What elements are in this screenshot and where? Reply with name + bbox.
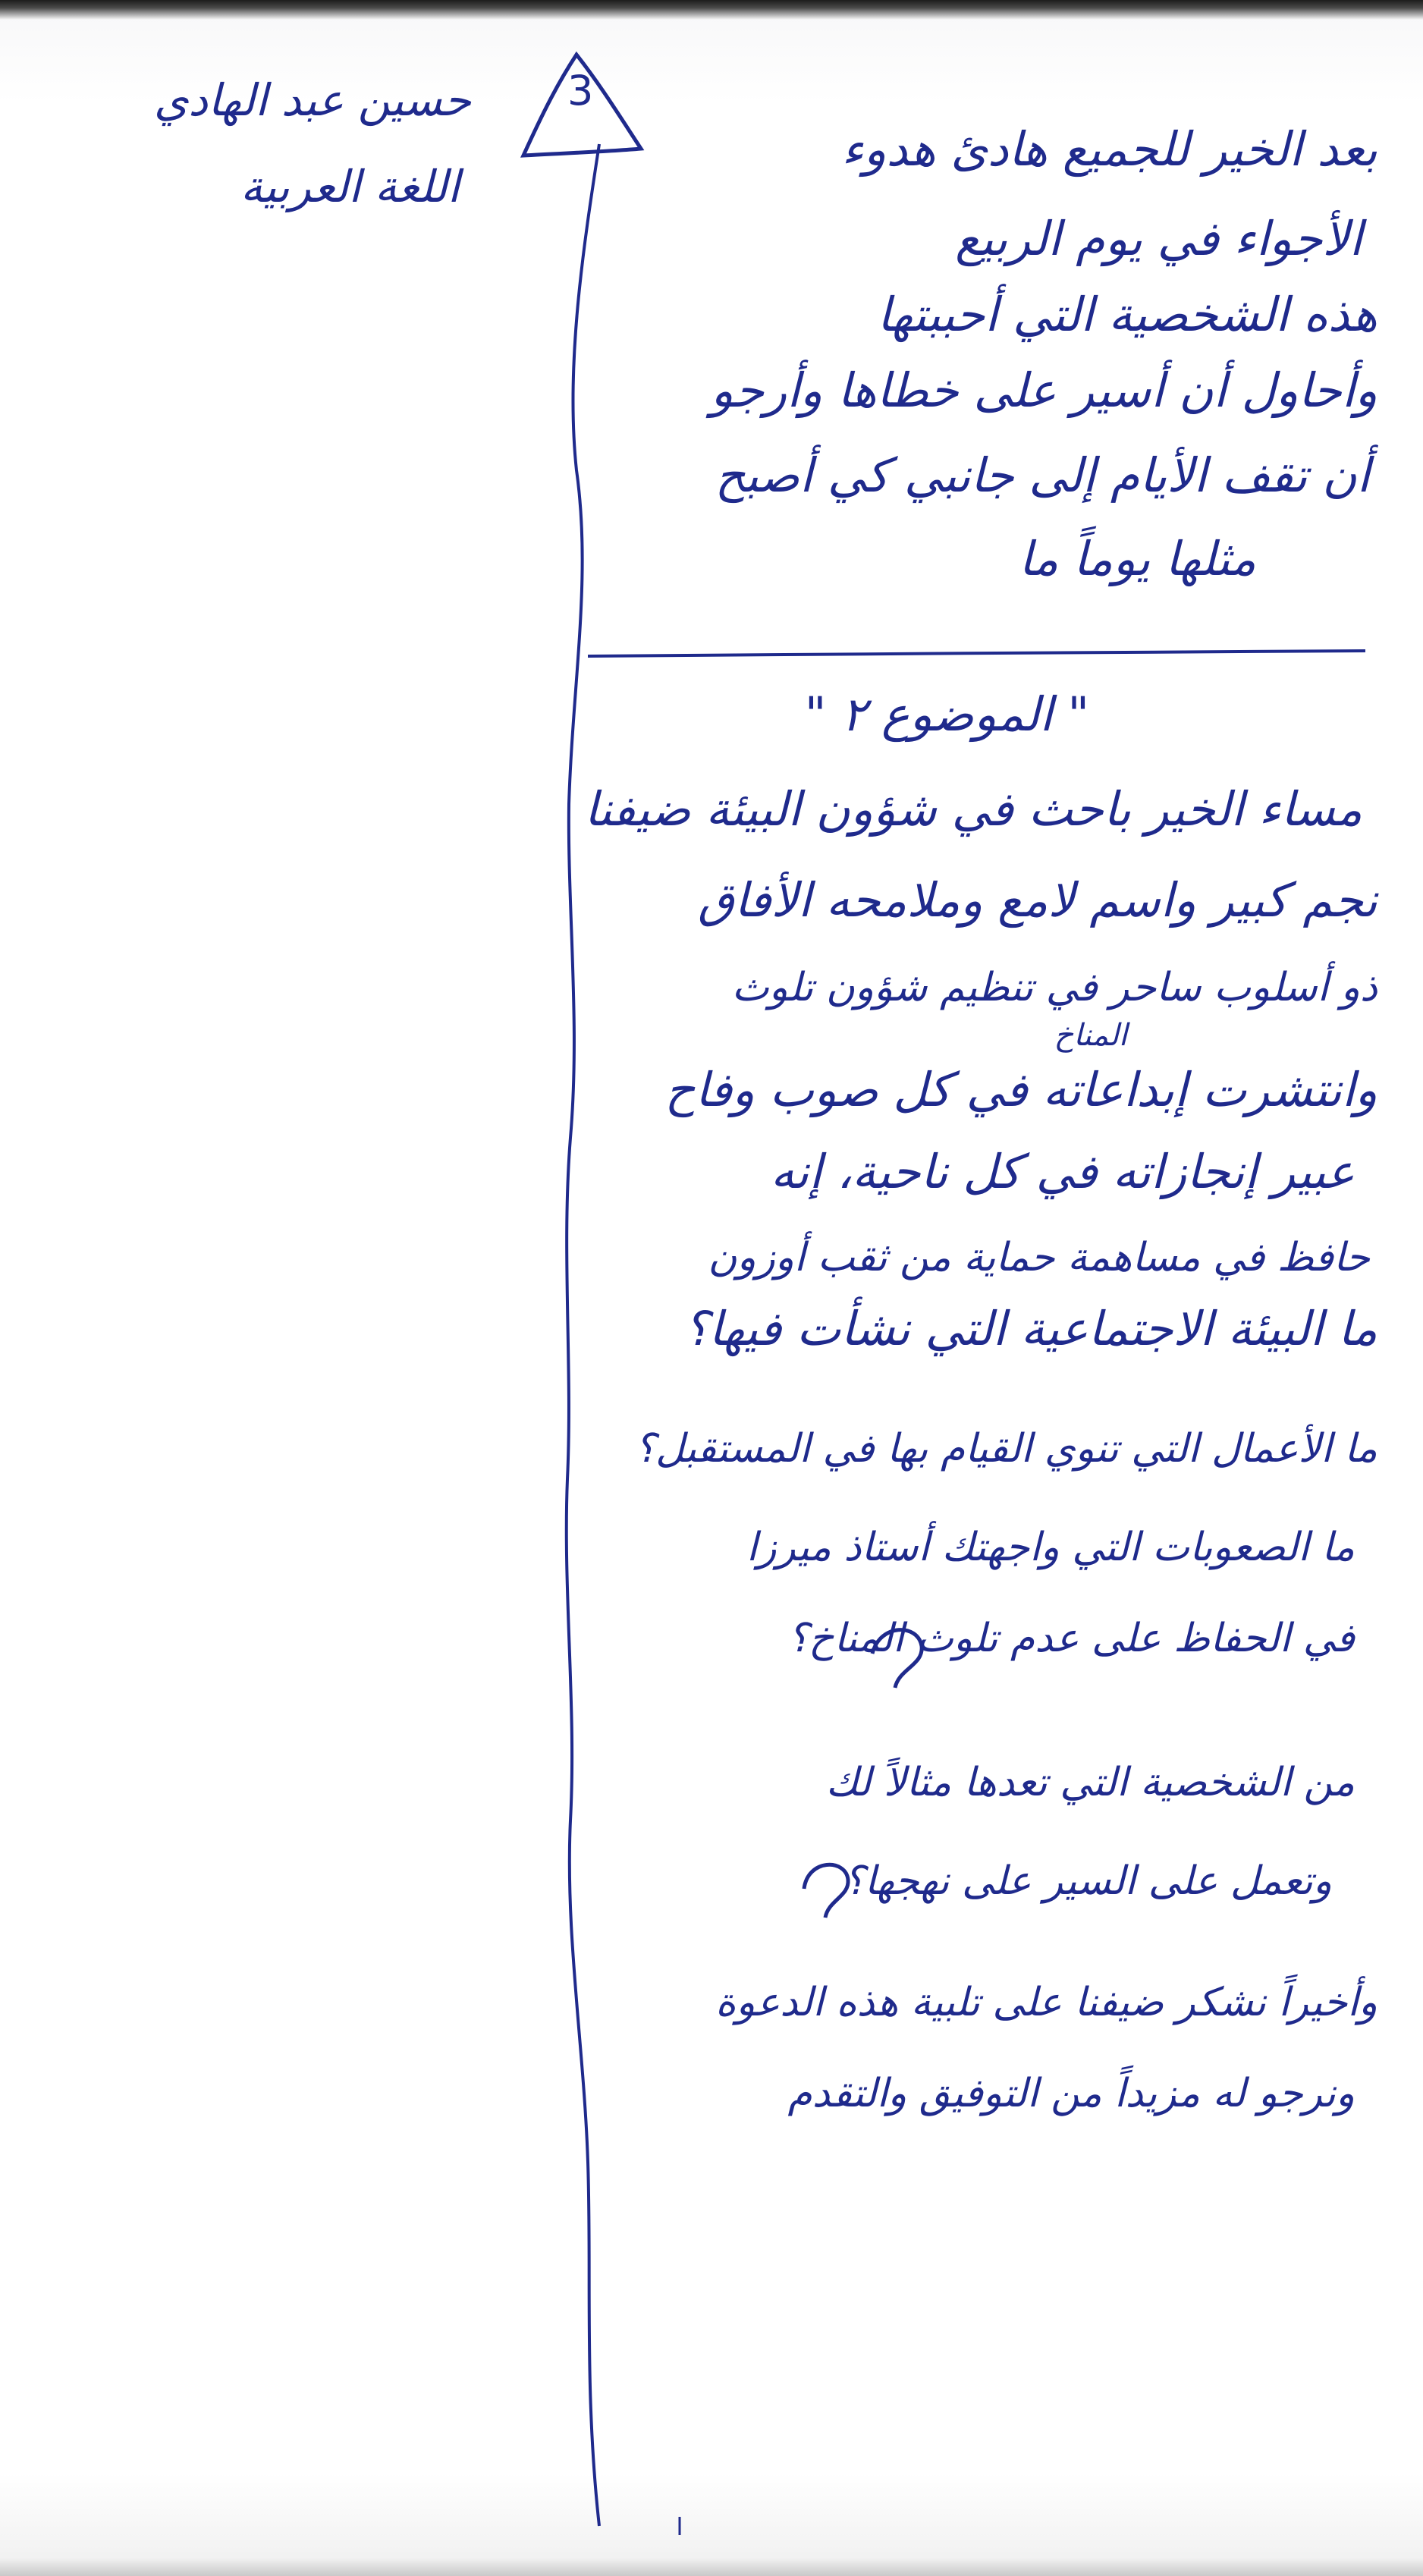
section2-line-3-insert: المناخ (1054, 1018, 1127, 1053)
section2-line-7: ما البيئة الاجتماعية التي نشأت فيها؟ (683, 1301, 1377, 1356)
section2-title: " الموضوع ٢ " (804, 686, 1089, 742)
section2-line-4: وانتشرت إبداعاته في كل صوب وفاح (664, 1062, 1377, 1117)
question-mark-2 (804, 1864, 848, 1918)
section2-line-5: عبير إنجازاته في كل ناحية، إنه (770, 1144, 1355, 1199)
subject-label: اللغة العربية (240, 161, 460, 212)
section2-line-14: ونرجو له مزيداً من التوفيق والتقدم (787, 2071, 1355, 2116)
section1-line-2: الأجواء في يوم الربيع (955, 211, 1362, 266)
section2-line-10: في الحفاظ على عدم تلوث المناخ؟ (787, 1616, 1355, 1661)
section2-line-9: ما الصعوبات التي واجهتك أستاذ ميرزا (746, 1525, 1355, 1570)
section1-line-4: وأحاول أن أسير على خطاها وأرجو (710, 363, 1377, 418)
section2-line-11: من الشخصية التي تعدها مثالاً لك (825, 1760, 1355, 1805)
page-number: 3 (567, 67, 594, 115)
section2-line-13: وأخيراً نشكر ضيفنا على تلبية هذه الدعوة (715, 1980, 1377, 2025)
section-separator-line (588, 651, 1365, 656)
student-name: حسين عبد الهادي (153, 74, 471, 126)
section2-line-6: حافظ في مساهمة حماية من ثقب أوزون (708, 1235, 1370, 1280)
section2-line-12: وتعمل على السير على نهجها؟ (843, 1858, 1332, 1904)
section1-line-6: مثلها يوماً ما (1019, 531, 1256, 586)
section2-line-2: نجم كبير واسم لامع وملامحه الأفاق (697, 872, 1377, 928)
section2-line-3: ذو أسلوب ساحر في تنظيم شؤون تلوث (731, 965, 1377, 1010)
margin-rule-line (567, 144, 599, 2526)
section2-line-1: مساء الخير باحث في شؤون البيئة ضيفنا (584, 781, 1362, 837)
section2-line-8: ما الأعمال التي تنوي القيام بها في المستقبل؟ (634, 1426, 1377, 1472)
section1-line-3: هذه الشخصية التي أحببتها (877, 287, 1377, 342)
section1-line-5: أن تقف الأيام إلى جانبي كي أصبح (715, 448, 1370, 503)
section1-line-1: بعد الخير للجميع هادئ هدوء (841, 121, 1377, 177)
